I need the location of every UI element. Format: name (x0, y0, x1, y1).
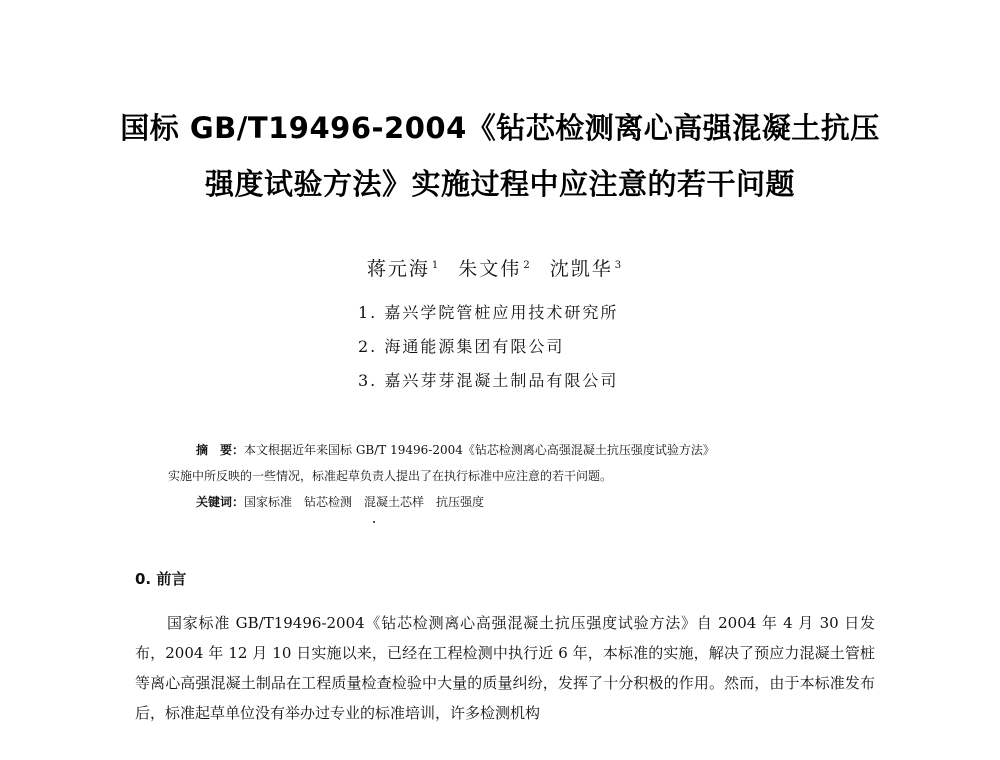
keywords-label: 关键词： (196, 495, 245, 509)
author-name: 蒋元海 (366, 258, 430, 280)
affiliation-item: 2. 海通能源集团有限公司 (358, 337, 565, 356)
abstract-text-2: 实施中所反映的一些情况，标准起草负责人提出了在执行标准中应注意的若干问题。 (168, 469, 613, 483)
keywords-line (168, 489, 858, 515)
author-list (300, 254, 700, 281)
author-affiliation-mark: 1 (431, 259, 441, 271)
affiliation-item: 3. 嘉兴芽芽混凝土制品有限公司 (358, 371, 619, 390)
abstract-block (168, 437, 858, 515)
section-paragraph: 国家标准 GB/T19496-2004《钻芯检测离心高强混凝土抗压强度试验方法》自 2004 年 4 月 30 日发布，2004 年 12 月 10 日实施以来，已经在工程检测中执行近 6 年，本标准的实施，解决了预应力混凝土管桩等离心高强混凝土制品在工程质量检查检验中大量的质量纠纷，发挥了十分积极的作用。然而，由于本标准发布后，标准起草单位没有举办过专业的标准培训，许多检测机构 (135, 614, 875, 722)
body-text (135, 608, 875, 728)
affiliation-list (358, 303, 618, 405)
author-name: 沈凯华 (549, 258, 613, 280)
author-affiliation-mark: 3 (614, 259, 624, 271)
abstract-line-1 (168, 437, 858, 463)
author-name: 朱文伟 (458, 258, 522, 280)
section-heading: 0. 前言 (135, 570, 187, 588)
keywords-text: 国家标准 钻芯检测 混凝土芯样 抗压强度 (244, 495, 485, 509)
paper-title-line-1: 国标 GB/T19496-2004《钻芯检测离心高强混凝土抗压 (120, 111, 880, 145)
abstract-label: 摘 要： (196, 443, 245, 457)
paper-title-line-2: 强度试验方法》实施过程中应注意的若干问题 (204, 167, 795, 201)
stray-dot (373, 521, 375, 523)
author-affiliation-mark: 2 (523, 259, 532, 271)
affiliation-item: 1. 嘉兴学院管桩应用技术研究所 (358, 303, 619, 322)
abstract-text-1: 本文根据近年来国标 GB/T 19496-2004《钻芯检测离心高强混凝土抗压强度试验方法》 (244, 443, 715, 457)
